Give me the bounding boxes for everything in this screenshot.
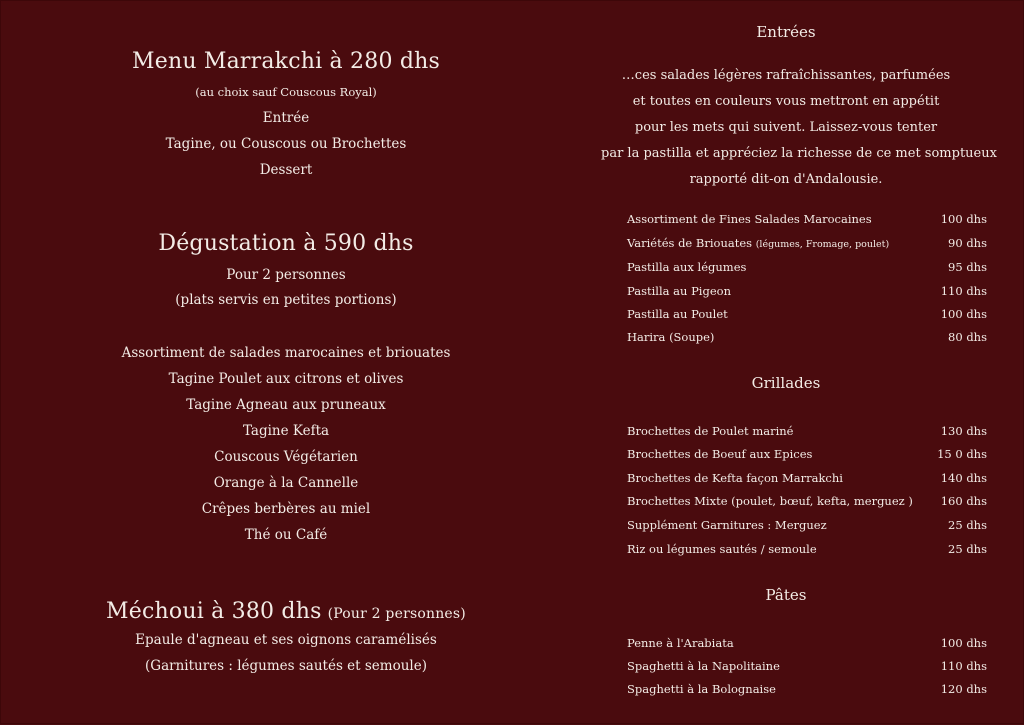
marrakchi-menu-title: Menu Marrakchi à 280 dhs xyxy=(132,49,440,74)
entrees-heading: Entrées xyxy=(756,23,816,41)
item-price: 160 dhs xyxy=(940,494,987,508)
grillade-item xyxy=(627,540,987,558)
grillade-item xyxy=(627,492,987,510)
item-name: Harira (Soupe) xyxy=(627,330,715,344)
item-name: Spaghetti à la Napolitaine xyxy=(627,659,780,673)
item-price: 90 dhs xyxy=(948,236,987,250)
pate-item xyxy=(627,680,987,698)
item-price: 25 dhs xyxy=(948,542,987,556)
item-price: 80 dhs xyxy=(948,330,987,344)
item-name: Brochettes de Boeuf aux Epices xyxy=(627,447,813,461)
entree-item xyxy=(627,258,987,276)
degustation-item: Tagine Poulet aux citrons et olives xyxy=(168,371,404,387)
item-price: 140 dhs xyxy=(940,471,987,485)
item-name: Pastilla aux légumes xyxy=(627,260,747,274)
entrees-intro-line: par la pastilla et appréciez la richesse de ce met somptueux xyxy=(601,146,997,161)
entree-item xyxy=(627,210,987,228)
degustation-line: (plats servis en petites portions) xyxy=(175,292,397,308)
degustation-item: Thé ou Café xyxy=(244,527,328,543)
item-price: 95 dhs xyxy=(948,260,987,274)
mechoui-line: (Garnitures : légumes sautés et semoule) xyxy=(145,658,427,674)
degustation-item: Assortiment de salades marocaines et briouates xyxy=(121,345,451,361)
a-la-carte-column xyxy=(601,1,1001,725)
item-price: 25 dhs xyxy=(948,518,987,532)
degustation-item: Tagine Kefta xyxy=(242,423,330,439)
mechoui-title-text: Méchoui à 380 dhs xyxy=(106,599,322,624)
item-price: 120 dhs xyxy=(940,682,987,696)
entree-item xyxy=(627,328,987,346)
item-name: Pastilla au Poulet xyxy=(627,307,728,321)
mechoui-menu-title xyxy=(71,599,501,627)
item-price: 100 dhs xyxy=(940,636,987,650)
entrees-intro-line: pour les mets qui suivent. Laissez-vous tenter xyxy=(634,120,938,135)
item-name: Spaghetti à la Bolognaise xyxy=(627,682,776,696)
item-price: 110 dhs xyxy=(940,659,987,673)
item-name: Brochettes de Poulet mariné xyxy=(627,424,794,438)
pate-item xyxy=(627,657,987,675)
marrakchi-line: Dessert xyxy=(259,162,313,178)
item-price: 100 dhs xyxy=(940,307,987,321)
item-price: 100 dhs xyxy=(940,212,987,226)
item-name: Pastilla au Pigeon xyxy=(627,284,731,298)
item-name: Assortiment de Fines Salades Marocaines xyxy=(627,212,872,226)
item-price: 110 dhs xyxy=(940,284,987,298)
item-name: Supplément Garnitures : Merguez xyxy=(627,518,827,532)
item-name: Riz ou légumes sautés / semoule xyxy=(627,542,817,556)
marrakchi-line: Tagine, ou Couscous ou Brochettes xyxy=(165,136,407,152)
mechoui-title-sub: (Pour 2 personnes) xyxy=(327,606,466,622)
degustation-item: Couscous Végétarien xyxy=(214,449,358,465)
grillade-item xyxy=(627,469,987,487)
mechoui-line: Epaule d'agneau et ses oignons caramélisés xyxy=(135,632,437,648)
entrees-intro-line: et toutes en couleurs vous mettront en appétit xyxy=(632,94,940,109)
item-name: Brochettes Mixte (poulet, bœuf, kefta, merguez ) xyxy=(627,494,913,508)
item-name: Variétés de Briouates xyxy=(627,236,753,250)
degustation-item: Orange à la Cannelle xyxy=(213,475,359,491)
degustation-item: Tagine Agneau aux pruneaux xyxy=(186,397,386,413)
pate-item xyxy=(627,634,987,652)
degustation-menu-title: Dégustation à 590 dhs xyxy=(158,231,414,256)
marrakchi-line: Entrée xyxy=(262,110,310,126)
degustation-item: Crêpes berbères au miel xyxy=(201,501,371,517)
item-name: Penne à l'Arabiata xyxy=(627,636,734,650)
entree-item xyxy=(627,282,987,300)
entrees-intro-line: …ces salades légères rafraîchissantes, parfumées xyxy=(621,68,951,83)
grillades-heading: Grillades xyxy=(751,374,821,392)
set-menus-column xyxy=(71,1,501,725)
item-name-detail: (légumes, Fromage, poulet) xyxy=(755,239,890,250)
grillade-item xyxy=(627,445,987,463)
grillade-item xyxy=(627,516,987,534)
marrakchi-note: (au choix sauf Couscous Royal) xyxy=(195,85,377,99)
entrees-intro-line: rapporté dit-on d'Andalousie. xyxy=(689,172,883,187)
entree-item xyxy=(627,305,987,323)
item-name-wrap xyxy=(627,234,889,254)
pates-heading: Pâtes xyxy=(765,586,807,604)
item-name: Brochettes de Kefta façon Marrakchi xyxy=(627,471,843,485)
item-price: 130 dhs xyxy=(940,424,987,438)
degustation-line: Pour 2 personnes xyxy=(226,267,346,283)
grillade-item xyxy=(627,422,987,440)
entree-item xyxy=(627,234,987,252)
item-price: 15 0 dhs xyxy=(937,447,987,461)
